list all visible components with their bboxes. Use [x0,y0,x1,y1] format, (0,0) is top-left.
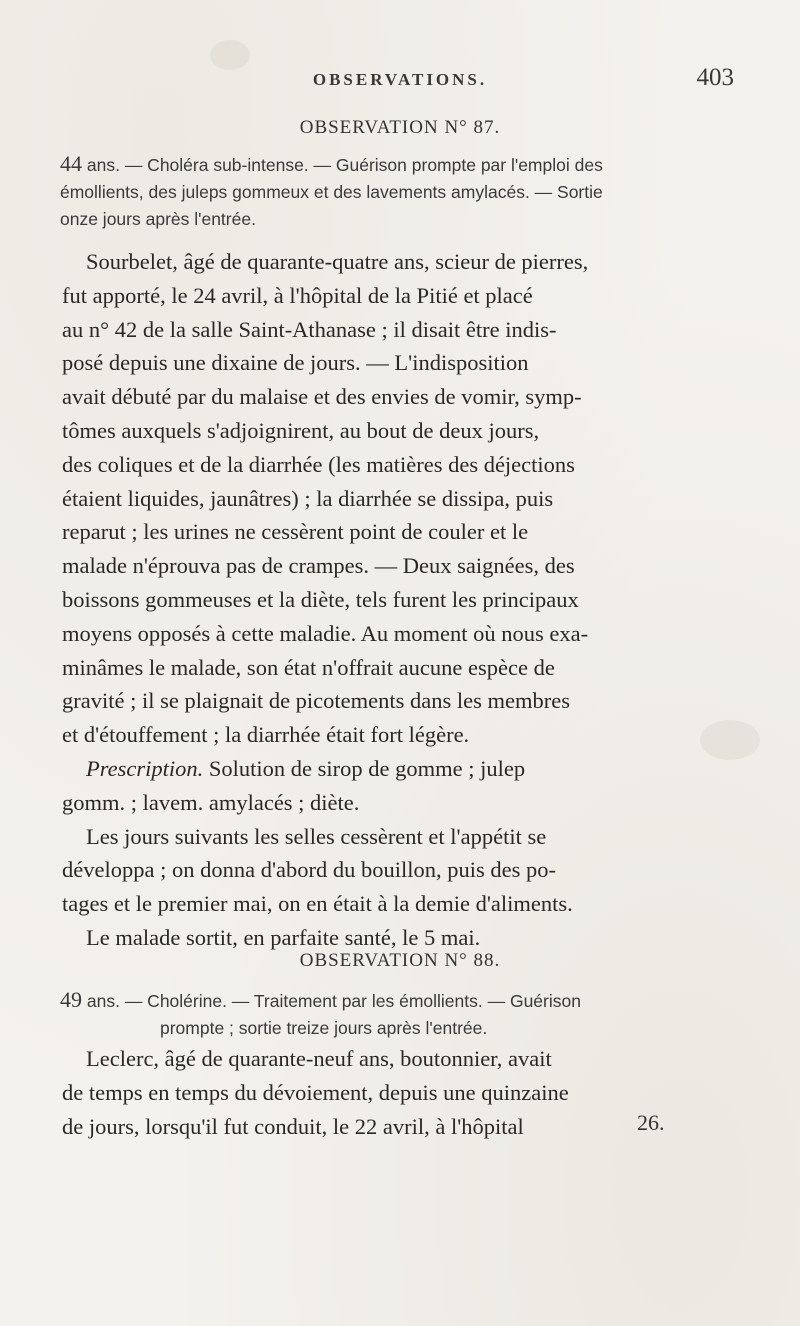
observation-87-body [62,245,762,955]
signature-mark: 26. [637,1110,665,1135]
summary-line: ans. — Choléra sub-intense. — Guérison prompte par l'emploi des [86,155,603,175]
body-line: tômes auxquels s'adjoignirent, au bout de deux jours, [62,417,540,443]
prescription-label: Prescription. [86,755,204,781]
body-line: minâmes le malade, son état n'offrait aucune espèce de [62,654,555,680]
body-line: gravité ; il se plaignait de picotements dans les membres [62,688,570,714]
body-line: moyens opposés à cette maladie. Au moment où nous exa- [62,620,589,646]
running-head-title: OBSERVATIONS. [312,70,488,89]
body-line: développa ; on donna d'abord du bouillon, puis des po- [62,857,556,883]
body-line: Sourbelet, âgé de quarante-quatre ans, scieur de pierres, [86,249,589,274]
body-line: tages et le premier mai, on en était à la demie d'aliments. [62,891,573,917]
observation-87-summary [60,150,760,233]
summary-line: ans. — Cholérine. — Traitement par les émollients. — Guérison [86,991,581,1011]
observation-87-heading: OBSERVATION N° 87. [299,117,501,138]
summary-line: prompte ; sortie treize jours après l'entrée. [160,1018,488,1038]
body-line: avait débuté par du malaise et des envies de vomir, symp- [62,384,582,410]
body-line: au n° 42 de la salle Saint-Athanase ; il disait être indis- [62,316,557,342]
body-line: des coliques et de la diarrhée (les matières des déjections [62,451,575,477]
prescription-text: Solution de sirop de gomme ; julep [208,755,526,781]
page-number: 403 [696,64,734,91]
body-line: étaient liquides, jaunâtres) ; la diarrhée se dissipa, puis [62,485,554,511]
body-line: fut apporté, le 24 avril, à l'hôpital de la Pitié et placé [62,282,533,308]
observation-88-heading: OBSERVATION N° 88. [299,950,501,971]
body-line: Les jours suivants les selles cessèrent et l'appétit se [86,823,547,849]
summary-age: 49 [60,987,82,1012]
body-line: boissons gommeuses et la diète, tels furent les principaux [62,586,579,612]
summary-line: émollients, des juleps gommeux et des lavements amylacés. — Sortie [60,182,603,202]
body-line: malade n'éprouva pas de crampes. — Deux saignées, des [62,553,575,579]
summary-line: onze jours après l'entrée. [60,209,256,229]
observation-88-summary [60,986,760,1042]
body-line: Le malade sortit, en parfaite santé, le 5 mai. [86,924,481,950]
body-line: et d'étouffement ; la diarrhée était fort légère. [62,722,470,748]
body-line: de temps en temps du dévoiement, depuis une quinzaine [62,1079,569,1105]
summary-age: 44 [60,151,82,176]
running-head [0,58,800,98]
body-line: Leclerc, âgé de quarante-neuf ans, boutonnier, avait [86,1046,552,1071]
body-line: reparut ; les urines ne cessèrent point de couler et le [62,519,529,545]
body-line: de jours, lorsqu'il fut conduit, le 22 avril, à l'hôpital [62,1113,524,1139]
prescription-line: gomm. ; lavem. amylacés ; diète. [62,789,360,815]
body-line: posé depuis une dixaine de jours. — L'indisposition [62,350,529,376]
